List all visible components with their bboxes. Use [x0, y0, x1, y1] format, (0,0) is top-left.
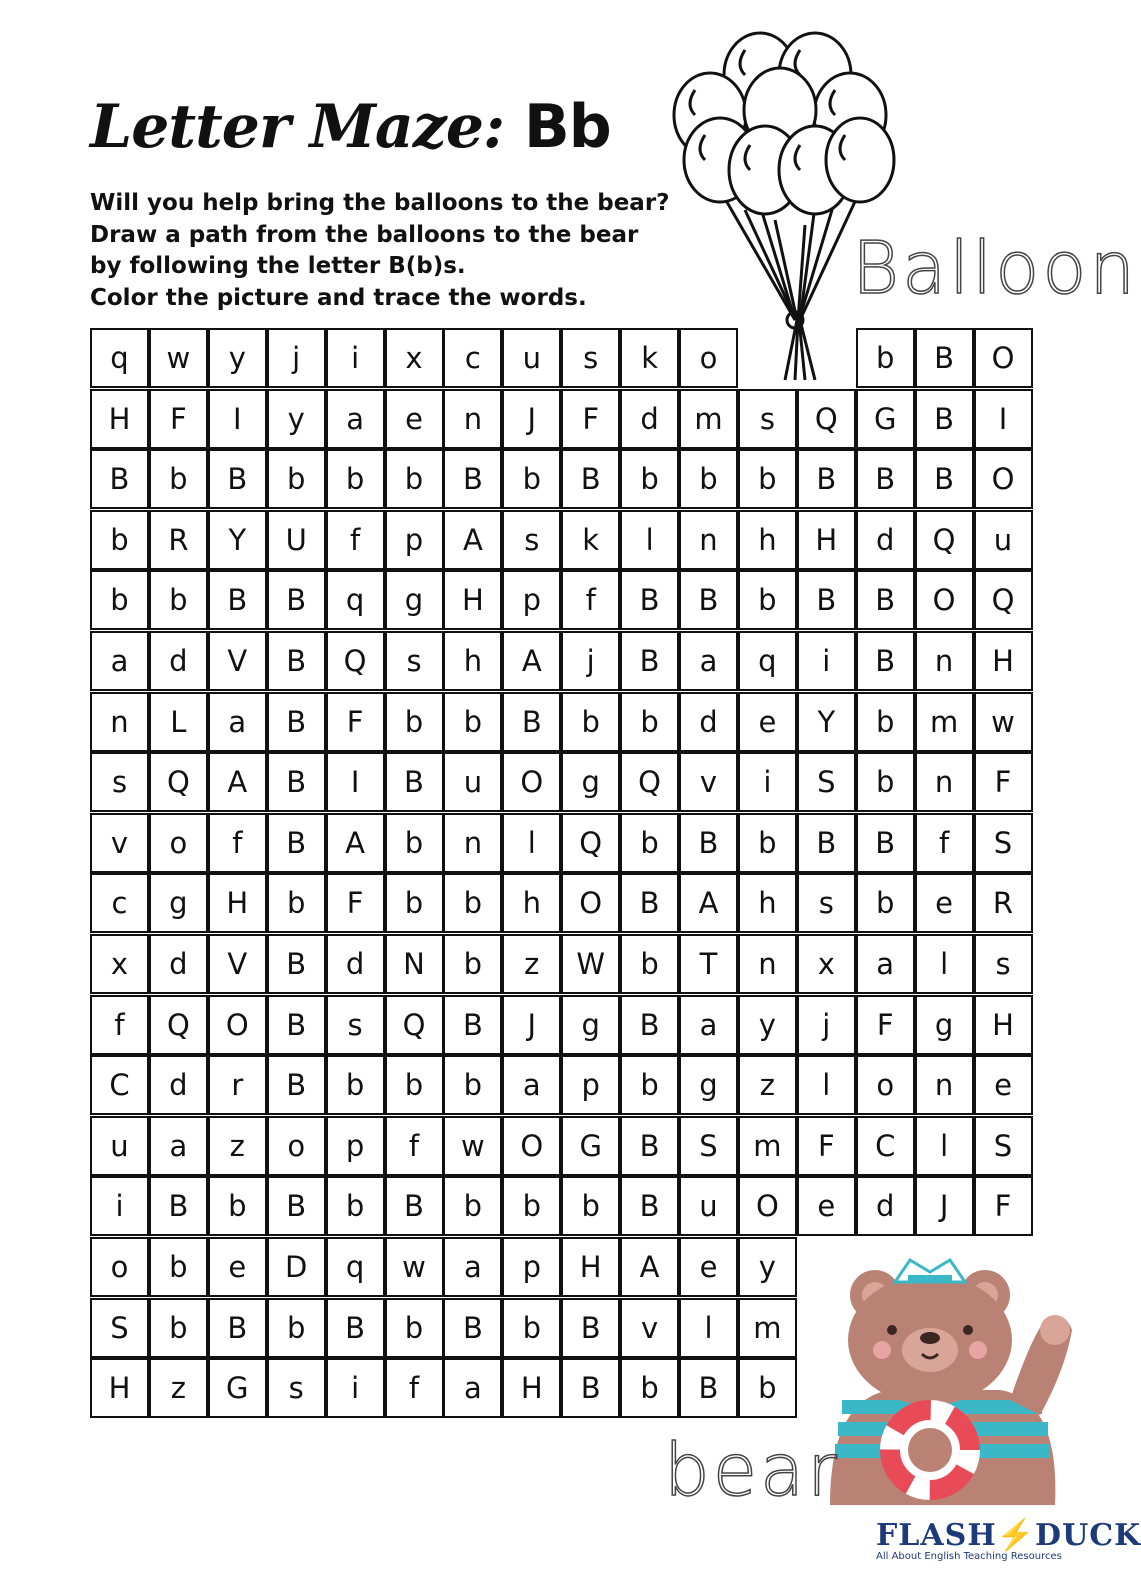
maze-cell[interactable]: b — [856, 873, 915, 933]
maze-cell[interactable]: c — [443, 328, 502, 388]
maze-cell[interactable]: A — [679, 873, 738, 933]
maze-cell[interactable]: b — [738, 813, 797, 873]
maze-cell[interactable]: f — [385, 1116, 444, 1176]
maze-cell[interactable]: A — [502, 631, 561, 691]
maze-cell[interactable]: s — [326, 995, 385, 1055]
maze-cell[interactable]: G — [561, 1116, 620, 1176]
maze-cell[interactable]: q — [326, 1237, 385, 1297]
logo-tagline: All About English Teaching Resources — [876, 1551, 1062, 1562]
maze-cell[interactable]: d — [149, 934, 208, 994]
maze-cell[interactable]: Y — [208, 510, 267, 570]
maze-cell[interactable]: A — [443, 510, 502, 570]
maze-cell[interactable]: h — [738, 873, 797, 933]
maze-cell[interactable]: m — [915, 692, 974, 752]
maze-cell[interactable]: u — [974, 510, 1033, 570]
maze-cell[interactable]: b — [502, 1176, 561, 1236]
maze-cell[interactable]: H — [974, 631, 1033, 691]
maze-cell[interactable]: h — [443, 631, 502, 691]
maze-cell[interactable]: B — [856, 813, 915, 873]
maze-cell[interactable]: B — [385, 752, 444, 812]
maze-cell[interactable]: B — [620, 1176, 679, 1236]
maze-cell[interactable]: n — [915, 631, 974, 691]
maze-cell[interactable]: B — [797, 449, 856, 509]
maze-cell[interactable]: b — [149, 1237, 208, 1297]
maze-cell[interactable]: B — [443, 449, 502, 509]
maze-cell[interactable]: B — [620, 873, 679, 933]
maze-cell[interactable]: v — [679, 752, 738, 812]
maze-cell[interactable]: s — [561, 328, 620, 388]
maze-cell[interactable]: x — [385, 328, 444, 388]
maze-cell[interactable]: z — [208, 1116, 267, 1176]
maze-cell[interactable]: b — [502, 449, 561, 509]
maze-cell[interactable]: a — [502, 1055, 561, 1115]
maze-cell[interactable]: o — [267, 1116, 326, 1176]
maze-cell[interactable]: h — [738, 510, 797, 570]
maze-cell[interactable]: y — [267, 389, 326, 449]
maze-cell[interactable]: Q — [620, 752, 679, 812]
maze-cell[interactable]: b — [856, 328, 915, 388]
maze-cell[interactable]: b — [561, 692, 620, 752]
maze-cell[interactable]: B — [267, 692, 326, 752]
maze-cell[interactable]: b — [443, 873, 502, 933]
maze-cell[interactable]: z — [149, 1358, 208, 1418]
maze-cell[interactable]: y — [738, 1237, 797, 1297]
maze-cell[interactable]: e — [797, 1176, 856, 1236]
maze-cell[interactable]: Q — [561, 813, 620, 873]
maze-cell[interactable]: b — [267, 449, 326, 509]
maze-cell[interactable]: F — [974, 1176, 1033, 1236]
maze-cell[interactable]: B — [267, 934, 326, 994]
maze-cell[interactable]: b — [385, 449, 444, 509]
logo-brand-left: FLASH — [876, 1518, 997, 1553]
maze-cell[interactable]: b — [856, 752, 915, 812]
maze-cell[interactable]: F — [326, 692, 385, 752]
instruction-line: Will you help bring the balloons to the bear? — [90, 190, 670, 216]
maze-cell[interactable]: v — [620, 1298, 679, 1358]
maze-cell[interactable]: Q — [149, 995, 208, 1055]
maze-cell[interactable]: w — [149, 328, 208, 388]
maze-cell[interactable]: V — [208, 934, 267, 994]
maze-cell[interactable]: n — [443, 813, 502, 873]
maze-cell[interactable]: B — [267, 570, 326, 630]
maze-cell[interactable]: y — [738, 995, 797, 1055]
maze-cell[interactable]: j — [561, 631, 620, 691]
maze-cell[interactable]: F — [326, 873, 385, 933]
maze-cell[interactable]: B — [208, 570, 267, 630]
maze-cell[interactable]: O — [502, 752, 561, 812]
maze-cell[interactable]: O — [502, 1116, 561, 1176]
maze-cell[interactable]: w — [974, 692, 1033, 752]
maze-cell[interactable]: O — [208, 995, 267, 1055]
maze-cell[interactable]: f — [90, 995, 149, 1055]
maze-cell[interactable]: n — [738, 934, 797, 994]
maze-cell[interactable]: b — [326, 449, 385, 509]
maze-cell[interactable]: Q — [974, 570, 1033, 630]
maze-cell[interactable]: A — [208, 752, 267, 812]
maze-cell[interactable]: B — [856, 449, 915, 509]
maze-cell[interactable]: B — [90, 449, 149, 509]
maze-cell[interactable]: S — [679, 1116, 738, 1176]
maze-cell[interactable]: o — [149, 813, 208, 873]
maze-cell[interactable]: j — [267, 328, 326, 388]
instruction-line: Draw a path from the balloons to the bear — [90, 221, 639, 248]
maze-cell[interactable]: B — [561, 449, 620, 509]
maze-cell[interactable]: b — [90, 510, 149, 570]
maze-cell[interactable]: b — [326, 1176, 385, 1236]
maze-cell[interactable]: k — [561, 510, 620, 570]
maze-cell[interactable]: V — [208, 631, 267, 691]
maze-cell[interactable]: b — [856, 692, 915, 752]
maze-cell[interactable]: g — [149, 873, 208, 933]
maze-cell[interactable]: p — [502, 1237, 561, 1297]
maze-cell[interactable]: b — [620, 813, 679, 873]
maze-cell[interactable]: B — [620, 995, 679, 1055]
maze-cell[interactable]: e — [208, 1237, 267, 1297]
maze-cell[interactable]: e — [679, 1237, 738, 1297]
maze-cell[interactable]: I — [326, 752, 385, 812]
maze-cell[interactable]: B — [326, 1298, 385, 1358]
maze-cell[interactable]: x — [90, 934, 149, 994]
maze-cell[interactable]: B — [679, 1358, 738, 1418]
maze-cell[interactable]: x — [797, 934, 856, 994]
maze-cell[interactable]: B — [267, 1055, 326, 1115]
maze-cell[interactable]: R — [149, 510, 208, 570]
maze-cell[interactable]: B — [620, 1116, 679, 1176]
maze-cell[interactable]: L — [149, 692, 208, 752]
maze-cell[interactable]: B — [856, 570, 915, 630]
maze-cell[interactable]: u — [502, 328, 561, 388]
maze-cell[interactable]: a — [679, 995, 738, 1055]
maze-cell[interactable]: l — [915, 934, 974, 994]
maze-cell[interactable]: l — [502, 813, 561, 873]
maze-cell[interactable]: U — [267, 510, 326, 570]
maze-cell[interactable]: B — [620, 570, 679, 630]
maze-cell[interactable]: q — [326, 570, 385, 630]
maze-cell[interactable]: H — [90, 1358, 149, 1418]
maze-cell[interactable]: i — [797, 631, 856, 691]
maze-cell[interactable]: B — [561, 1358, 620, 1418]
maze-cell[interactable]: b — [620, 1055, 679, 1115]
maze-cell[interactable]: q — [738, 631, 797, 691]
maze-cell[interactable]: a — [149, 1116, 208, 1176]
maze-cell[interactable]: B — [385, 1176, 444, 1236]
maze-cell[interactable]: B — [149, 1176, 208, 1236]
maze-cell[interactable]: b — [90, 570, 149, 630]
maze-cell[interactable]: q — [90, 328, 149, 388]
maze-cell[interactable]: e — [738, 692, 797, 752]
maze-cell[interactable]: H — [797, 510, 856, 570]
maze-cell[interactable]: B — [679, 813, 738, 873]
maze-cell[interactable]: g — [561, 752, 620, 812]
maze-cell[interactable]: z — [502, 934, 561, 994]
maze-cell[interactable]: B — [267, 813, 326, 873]
maze-cell[interactable]: B — [267, 752, 326, 812]
maze-cell[interactable]: F — [149, 389, 208, 449]
maze-cell[interactable]: b — [267, 873, 326, 933]
maze-cell[interactable]: r — [208, 1055, 267, 1115]
maze-cell[interactable]: b — [385, 813, 444, 873]
maze-cell[interactable]: p — [385, 510, 444, 570]
maze-cell[interactable]: a — [443, 1237, 502, 1297]
maze-cell[interactable]: B — [561, 1298, 620, 1358]
maze-cell[interactable]: F — [974, 752, 1033, 812]
maze-cell[interactable]: s — [385, 631, 444, 691]
maze-cell[interactable]: a — [90, 631, 149, 691]
maze-cell[interactable]: C — [90, 1055, 149, 1115]
maze-cell[interactable]: R — [974, 873, 1033, 933]
maze-cell[interactable]: B — [502, 692, 561, 752]
sailor-bear-icon — [810, 1250, 1080, 1510]
maze-cell[interactable]: I — [208, 389, 267, 449]
maze-cell[interactable]: d — [149, 1055, 208, 1115]
maze-cell[interactable]: n — [90, 692, 149, 752]
maze-cell[interactable]: b — [443, 934, 502, 994]
maze-cell[interactable]: W — [561, 934, 620, 994]
maze-cell[interactable]: B — [208, 449, 267, 509]
maze-cell[interactable]: s — [267, 1358, 326, 1418]
maze-cell[interactable]: e — [974, 1055, 1033, 1115]
maze-cell[interactable]: n — [915, 752, 974, 812]
maze-cell[interactable]: H — [90, 389, 149, 449]
maze-cell[interactable]: l — [620, 510, 679, 570]
maze-cell[interactable]: w — [385, 1237, 444, 1297]
maze-cell[interactable]: B — [267, 1176, 326, 1236]
maze-cell[interactable]: l — [797, 1055, 856, 1115]
maze-cell[interactable]: B — [620, 631, 679, 691]
maze-cell[interactable]: m — [738, 1298, 797, 1358]
maze-cell[interactable]: g — [385, 570, 444, 630]
maze-cell[interactable]: Q — [915, 510, 974, 570]
maze-cell[interactable]: Q — [149, 752, 208, 812]
maze-cell[interactable]: b — [385, 692, 444, 752]
trace-word-balloon: Balloon — [852, 226, 1139, 310]
maze-cell[interactable]: J — [502, 995, 561, 1055]
maze-cell[interactable]: b — [738, 1358, 797, 1418]
maze-cell[interactable]: a — [208, 692, 267, 752]
maze-cell[interactable]: f — [385, 1358, 444, 1418]
maze-cell[interactable]: e — [385, 389, 444, 449]
maze-cell[interactable]: N — [385, 934, 444, 994]
maze-cell[interactable]: O — [974, 449, 1033, 509]
maze-cell[interactable]: A — [326, 813, 385, 873]
maze-cell[interactable]: p — [502, 570, 561, 630]
maze-cell[interactable]: v — [90, 813, 149, 873]
maze-cell[interactable]: b — [738, 570, 797, 630]
maze-cell[interactable]: a — [679, 631, 738, 691]
maze-cell[interactable]: B — [267, 631, 326, 691]
maze-cell[interactable]: T — [679, 934, 738, 994]
maze-cell[interactable]: G — [208, 1358, 267, 1418]
maze-cell[interactable]: O — [974, 328, 1033, 388]
instruction-line: Color the picture and trace the words. — [90, 284, 587, 311]
maze-cell[interactable]: b — [208, 1176, 267, 1236]
maze-cell[interactable]: d — [149, 631, 208, 691]
maze-cell[interactable]: b — [385, 873, 444, 933]
title-main: Letter Maze: — [90, 92, 505, 162]
maze-cell[interactable]: i — [738, 752, 797, 812]
maze-cell[interactable]: b — [326, 1055, 385, 1115]
maze-cell[interactable]: B — [208, 1298, 267, 1358]
maze-cell[interactable]: f — [561, 570, 620, 630]
maze-cell[interactable]: i — [326, 328, 385, 388]
maze-cell[interactable]: g — [679, 1055, 738, 1115]
maze-cell[interactable]: n — [679, 510, 738, 570]
maze-cell[interactable]: S — [797, 752, 856, 812]
maze-cell[interactable]: H — [974, 995, 1033, 1055]
maze-cell[interactable]: F — [797, 1116, 856, 1176]
maze-cell[interactable]: k — [620, 328, 679, 388]
maze-cell[interactable]: p — [326, 1116, 385, 1176]
maze-cell[interactable]: s — [502, 510, 561, 570]
maze-cell[interactable]: f — [915, 813, 974, 873]
maze-cell[interactable]: d — [326, 934, 385, 994]
maze-cell[interactable]: b — [149, 1298, 208, 1358]
maze-cell[interactable]: u — [679, 1176, 738, 1236]
maze-cell[interactable]: o — [856, 1055, 915, 1115]
maze-cell[interactable]: B — [443, 1298, 502, 1358]
maze-cell[interactable]: D — [267, 1237, 326, 1297]
maze-cell[interactable]: b — [620, 1358, 679, 1418]
maze-cell[interactable]: n — [915, 1055, 974, 1115]
maze-cell[interactable]: a — [326, 389, 385, 449]
maze-cell[interactable]: y — [208, 328, 267, 388]
maze-cell[interactable]: z — [738, 1055, 797, 1115]
maze-cell[interactable]: b — [679, 449, 738, 509]
maze-cell[interactable]: h — [502, 873, 561, 933]
maze-cell[interactable]: b — [443, 1055, 502, 1115]
maze-cell[interactable]: F — [561, 389, 620, 449]
maze-cell[interactable]: s — [974, 934, 1033, 994]
maze-cell[interactable]: a — [443, 1358, 502, 1418]
maze-cell[interactable]: g — [561, 995, 620, 1055]
maze-cell[interactable]: B — [915, 328, 974, 388]
maze-cell[interactable]: b — [149, 570, 208, 630]
maze-cell[interactable]: f — [326, 510, 385, 570]
maze-cell[interactable]: b — [385, 1298, 444, 1358]
maze-cell[interactable]: H — [561, 1237, 620, 1297]
maze-cell[interactable]: l — [915, 1116, 974, 1176]
maze-cell[interactable]: B — [856, 631, 915, 691]
maze-cell[interactable]: o — [90, 1237, 149, 1297]
maze-cell[interactable]: S — [90, 1298, 149, 1358]
maze-cell[interactable]: H — [502, 1358, 561, 1418]
maze-cell[interactable]: B — [443, 995, 502, 1055]
maze-cell[interactable]: b — [561, 1176, 620, 1236]
maze-cell[interactable]: i — [90, 1176, 149, 1236]
maze-cell[interactable]: B — [915, 389, 974, 449]
maze-cell[interactable]: g — [915, 995, 974, 1055]
maze-cell[interactable]: b — [149, 449, 208, 509]
maze-cell[interactable]: C — [856, 1116, 915, 1176]
maze-cell[interactable]: d — [679, 692, 738, 752]
maze-cell[interactable]: u — [443, 752, 502, 812]
maze-cell[interactable]: s — [797, 873, 856, 933]
maze-cell[interactable]: B — [679, 570, 738, 630]
maze-cell[interactable]: O — [915, 570, 974, 630]
maze-cell[interactable]: i — [326, 1358, 385, 1418]
maze-cell[interactable]: n — [443, 389, 502, 449]
maze-cell[interactable]: b — [738, 449, 797, 509]
maze-cell[interactable]: b — [620, 934, 679, 994]
maze-cell[interactable]: A — [620, 1237, 679, 1297]
maze-cell[interactable]: S — [974, 1116, 1033, 1176]
title-letters: Bb — [524, 92, 611, 162]
maze-cell[interactable]: b — [443, 1176, 502, 1236]
maze-cell[interactable]: b — [620, 692, 679, 752]
maze-cell[interactable]: Y — [797, 692, 856, 752]
maze-cell[interactable]: w — [443, 1116, 502, 1176]
maze-cell[interactable]: G — [856, 389, 915, 449]
maze-cell[interactable]: B — [267, 995, 326, 1055]
maze-cell[interactable]: H — [443, 570, 502, 630]
maze-cell[interactable]: H — [208, 873, 267, 933]
maze-cell[interactable]: b — [267, 1298, 326, 1358]
maze-cell[interactable]: m — [679, 389, 738, 449]
maze-cell[interactable]: c — [90, 873, 149, 933]
maze-cell[interactable]: b — [620, 449, 679, 509]
maze-cell[interactable]: a — [856, 934, 915, 994]
maze-cell[interactable]: B — [797, 813, 856, 873]
maze-cell[interactable]: b — [385, 1055, 444, 1115]
maze-cell[interactable]: B — [915, 449, 974, 509]
trace-word-bear: bear — [664, 1428, 840, 1512]
maze-cell[interactable]: Q — [326, 631, 385, 691]
maze-cell[interactable]: S — [974, 813, 1033, 873]
maze-cell[interactable]: Q — [385, 995, 444, 1055]
maze-cell[interactable]: b — [443, 692, 502, 752]
maze-cell[interactable]: u — [90, 1116, 149, 1176]
maze-cell[interactable]: d — [620, 389, 679, 449]
lightning-icon: ⚡ — [996, 1518, 1036, 1553]
maze-cell[interactable]: e — [915, 873, 974, 933]
instruction-line: by following the letter B(b)s. — [90, 253, 466, 279]
maze-cell[interactable]: F — [856, 995, 915, 1055]
maze-cell[interactable]: I — [974, 389, 1033, 449]
maze-cell[interactable]: Q — [797, 389, 856, 449]
maze-cell[interactable]: j — [797, 995, 856, 1055]
maze-cell[interactable]: s — [90, 752, 149, 812]
maze-cell[interactable]: J — [915, 1176, 974, 1236]
maze-cell[interactable]: s — [738, 389, 797, 449]
maze-cell[interactable]: b — [502, 1298, 561, 1358]
maze-cell[interactable]: O — [561, 873, 620, 933]
maze-cell[interactable]: d — [856, 1176, 915, 1236]
maze-cell[interactable]: J — [502, 389, 561, 449]
maze-cell[interactable]: O — [738, 1176, 797, 1236]
maze-cell[interactable]: m — [738, 1116, 797, 1176]
maze-cell[interactable]: p — [561, 1055, 620, 1115]
flashduck-logo — [876, 1518, 1141, 1562]
logo-brand-right: DUCK — [1035, 1518, 1141, 1553]
maze-cell[interactable]: f — [208, 813, 267, 873]
maze-cell[interactable]: o — [679, 328, 738, 388]
maze-cell[interactable]: d — [856, 510, 915, 570]
maze-cell[interactable]: l — [679, 1298, 738, 1358]
maze-cell[interactable]: B — [797, 570, 856, 630]
